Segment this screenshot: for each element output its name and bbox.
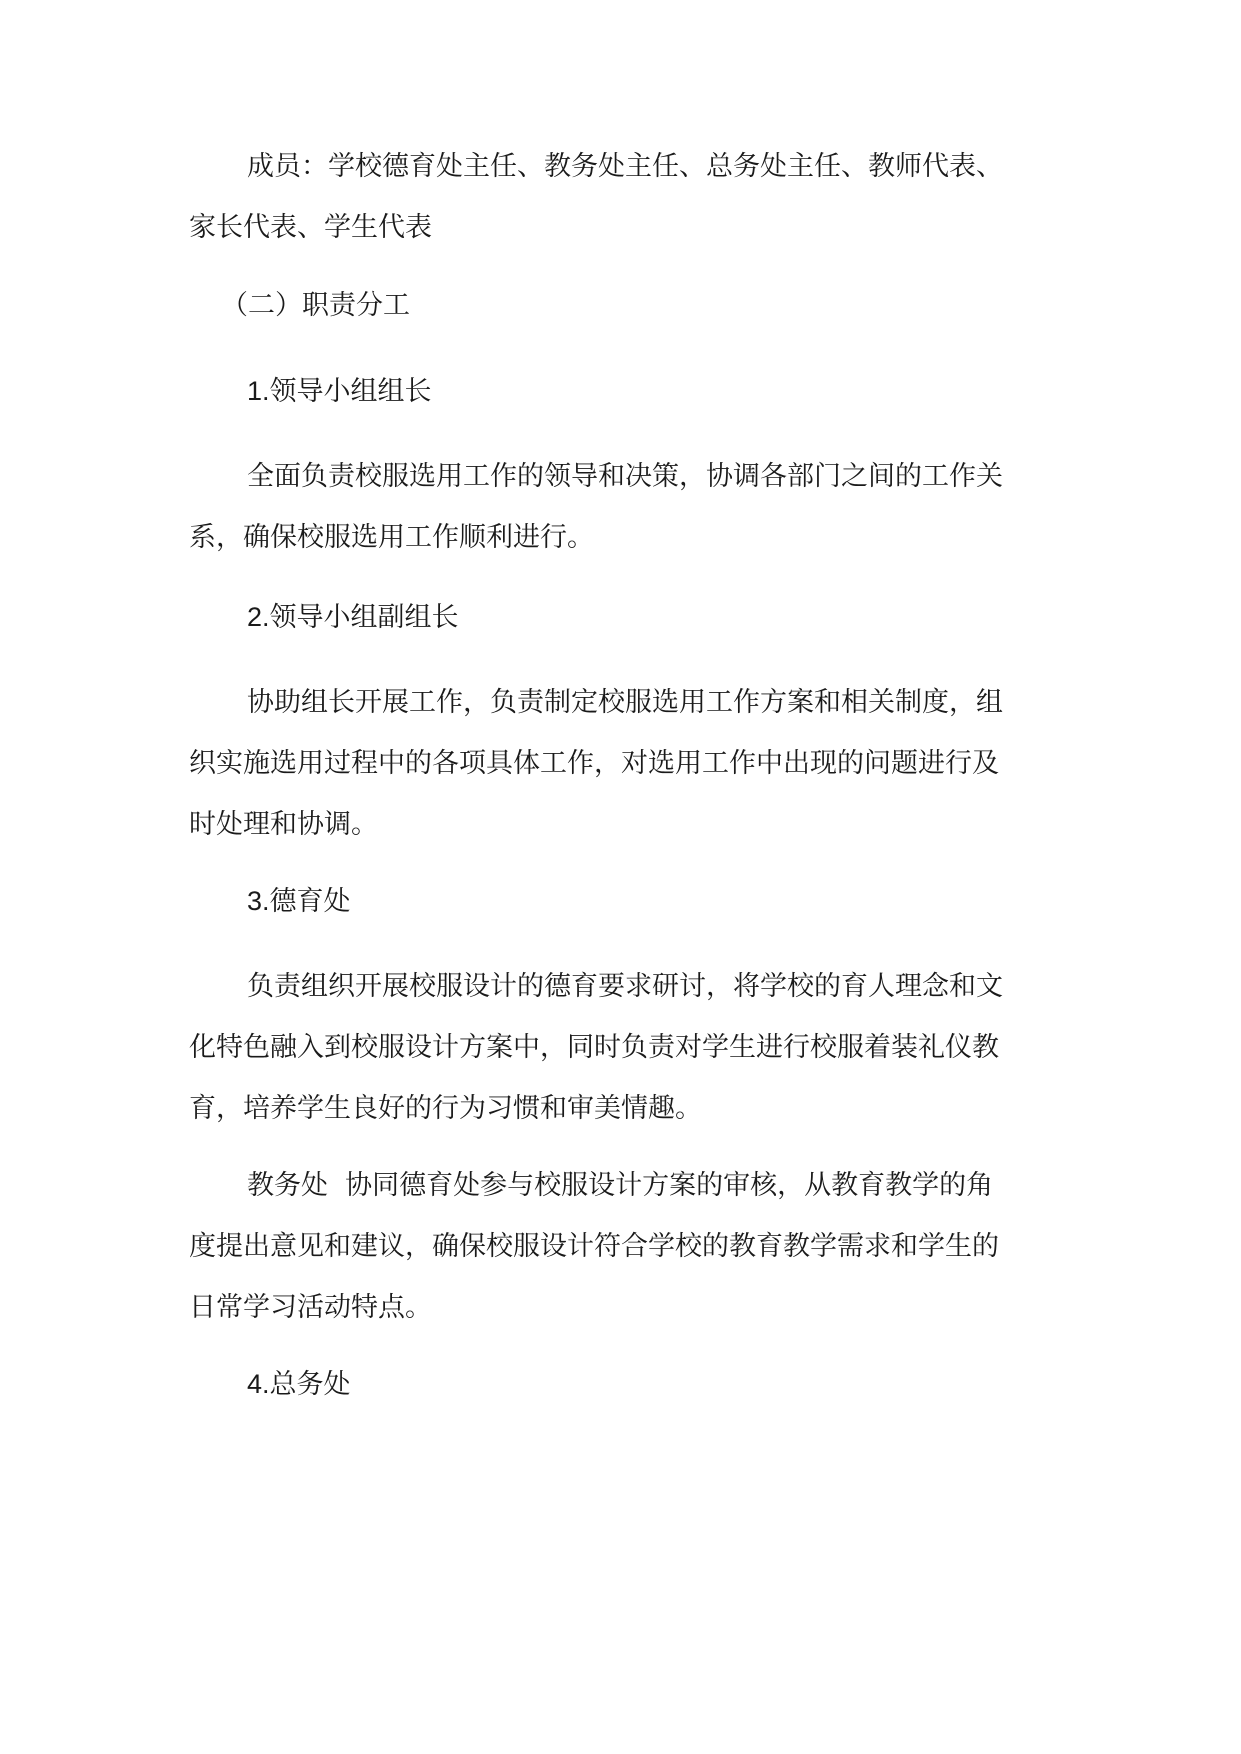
role3-line-2: 化特色融入到校服设计方案中，同时负责对学生进行校服着装礼仪教: [189, 1032, 999, 1063]
role1-number: 1.: [247, 376, 270, 406]
section-two-title: （二）职责分工: [221, 290, 410, 321]
role2-heading: [247, 587, 459, 648]
role3-line-3: 育，培养学生良好的行为习惯和审美情趣。: [189, 1093, 702, 1124]
academic-line-2: 度提出意见和建议，确保校服设计符合学校的教育教学需求和学生的: [189, 1231, 999, 1262]
role4-title: 总务处: [269, 1369, 351, 1400]
role3-paragraph: [189, 956, 1069, 1139]
role4-number: 4.: [247, 1369, 270, 1399]
role2-paragraph: [189, 672, 1069, 855]
academic-line-1: 教务处 协同德育处参与校服设计方案的审核，从教育教学的角: [247, 1170, 994, 1201]
members-line-2: 家长代表、学生代表: [189, 212, 432, 243]
role3-title: 德育处: [269, 886, 351, 917]
role4-heading: [247, 1354, 351, 1415]
role2-number: 2.: [247, 602, 270, 632]
academic-line-3: 日常学习活动特点。: [189, 1292, 432, 1323]
role1-heading: [247, 361, 432, 422]
role2-line-1: 协助组长开展工作，负责制定校服选用工作方案和相关制度，组: [247, 687, 1003, 718]
role1-line-2: 系，确保校服选用工作顺利进行。: [189, 522, 594, 553]
role1-paragraph: [189, 446, 1069, 568]
role3-number: 3.: [247, 886, 270, 916]
members-line-1: 成员：学校德育处主任、教务处主任、总务处主任、教师代表、: [247, 151, 1003, 182]
role2-title: 领导小组副组长: [269, 602, 459, 633]
section-two-heading: [221, 275, 410, 336]
role2-line-2: 织实施选用过程中的各项具体工作，对选用工作中出现的问题进行及: [189, 748, 999, 779]
role1-title: 领导小组组长: [269, 376, 432, 407]
role3-line-1: 负责组织开展校服设计的德育要求研讨，将学校的育人理念和文: [247, 971, 1003, 1002]
members-paragraph: [189, 136, 1069, 258]
role2-line-3: 时处理和协调。: [189, 809, 378, 840]
academic-paragraph: [189, 1155, 1069, 1338]
role3-heading: [247, 871, 351, 932]
role1-line-1: 全面负责校服选用工作的领导和决策，协调各部门之间的工作关: [247, 461, 1003, 492]
